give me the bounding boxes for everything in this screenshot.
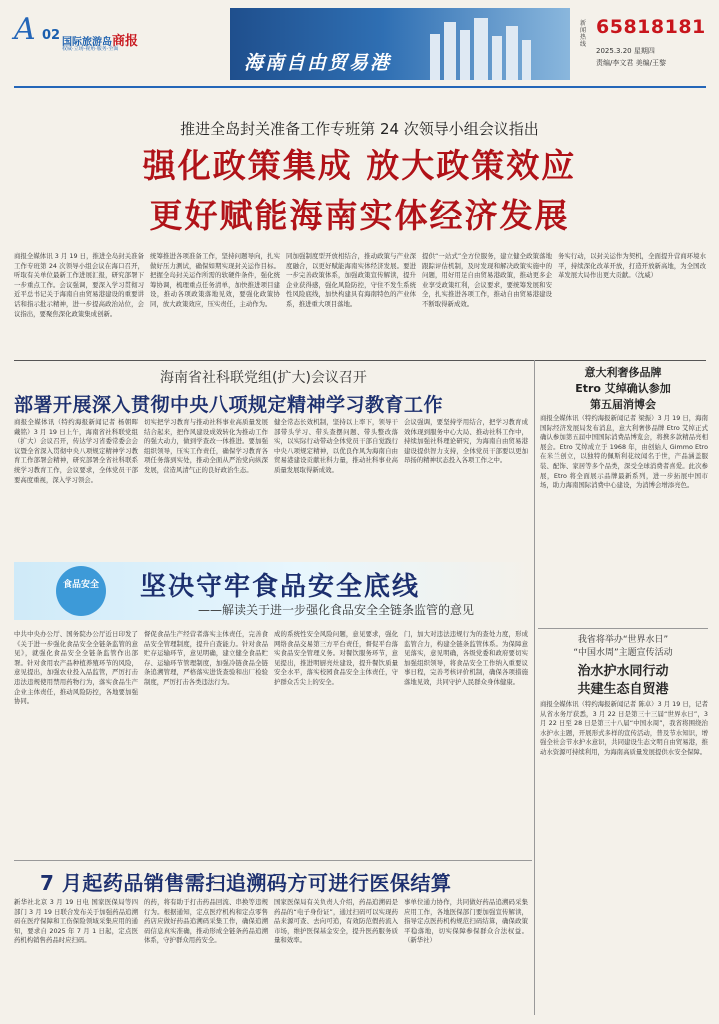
story2-column-1: 商报全媒体讯（特约海报新闻记者 杨朝晖 戴铭）3 月 19 日上午，海南省社科联党组（扩大）会议召开，传达学习省委常委会会议暨全省深入贯彻中央八项规定精神学习教育工作部署会精神，研究部署全省社科联系统学习教育工作，会议要求，全体党员干部要高度重视，深入学习领会。 bbox=[14, 418, 138, 484]
story1-column-1: 商报全媒体讯 3 月 19 日，推进全岛封关准备工作专班第 24 次领导小组会议在海口召开，听取有关单位最新工作进展汇报，研究部署下一步重点工作。会议强调，要深入学习贯彻习近平总书记关于海南自由贸易港建设的重要讲话和指示批示精神，进一步提高政治站位，会议指出，要聚焦深化政策集成创新。 bbox=[14, 252, 144, 318]
story4-column-3: 国家医保局有关负责人介绍，药品追溯码是药品的“电子身份证”，通过扫码可以实现药品来源可查、去向可追，有效防范假药流入市场，维护医保基金安全，提升医药服务质量和效率。 bbox=[274, 898, 398, 945]
paper-name-blue: 国际旅游岛 bbox=[62, 37, 112, 48]
side2-kicker-line1: 我省将举办“世界水日” bbox=[577, 635, 669, 645]
story3-column-1: 中共中央办公厅、国务院办公厅近日印发了《关于进一步强化食品安全全链条监管的意见》，就强化食品安全全链条监管作出部署。针对食用农产品种植养殖环节的风险，意见提出，加强农业投入品监管，严厉打击违法违规使用禁用药物行为，落实食品生产企业主体责任，推动风险防控，各地要加强协同。 bbox=[14, 630, 138, 706]
story1-headline-line1: 强化政策集成 放大政策效应 bbox=[142, 146, 577, 185]
story1-column-5: 务实行动，以封关运作为契机，全面提升营商环境水平，持续深化改革开放，打造开放新高地，为全国改革发展大局作出更大贡献。（沈威） bbox=[558, 252, 706, 280]
side1-headline-line1: 意大利奢侈品牌 bbox=[584, 366, 662, 379]
banner-title: 海南自由贸易港 bbox=[244, 52, 392, 74]
hotline-number: 65818181 bbox=[596, 16, 706, 38]
food-safety-badge-label: 食品安全 bbox=[62, 580, 99, 590]
hotline-label: 新闻热线 bbox=[580, 20, 587, 48]
food-safety-badge bbox=[56, 566, 106, 616]
side1-headline-line3: 第五届消博会 bbox=[590, 398, 656, 411]
story2-column-2: 切实把学习教育与推动社科事业高质量发展结合起来，把作风建设成效转化为推动工作的强大动力，做到学查改一体推进。要加强组织领导，压实工作责任，确保学习教育各项任务落到实处，推动全面从严治党向纵深发展，营造风清气正的良好政治生态。 bbox=[144, 418, 268, 474]
story3-column-3: 成的系统性安全风险问题，意见要求，强化网络食品交易第三方平台责任，督促平台落实食品安全管理义务。对餐饮服务环节，意见提出，推进明厨亮灶建设，提升餐饮质量安全水平，落实校园食品安全主体责任，守护群众舌尖上的安全。 bbox=[274, 630, 398, 686]
story4-column-2: 的药，将有助于打击药品回流、串换等违规行为。根据通知，定点医疗机构和定点零售药店应做好药品追溯码采集工作，确保追溯码信息真实准确，推动形成全链条药品追溯体系，守护群众用药安全。 bbox=[144, 898, 268, 945]
side2-headline-line2: 共建生态自贸港 bbox=[577, 682, 669, 697]
story1-column-3: 同加强制度型开放相结合，推动政策与产业深度融合，以更好赋能海南实体经济发展。要进一步完善政策体系，加强政策宣传解读，提升企业获得感，强化风险防控，守住不发生系统性风险底线，加快构建具有海南特色的产业体系，推进重大项目落地。 bbox=[286, 252, 416, 308]
story3-bottom-rule bbox=[14, 860, 532, 861]
story4-column-1: 新华社北京 3 月 19 日电 国家医保局等四部门 3 月 19 日联合发布关于加强药品追溯码在医疗保障和工伤保险领域采集应用的通知，要求自 2025 年 7 月 1 日起，定点医药机构销售药品时应扫码。 bbox=[14, 898, 138, 945]
side2-body: 商报全媒体讯（特约海报新闻记者 陈卓）3 月 19 日，记者从省水务厅获悉，3 月 22 日是第三十三届“世界水日”，3 月 22 日至 28 日是第三十八届“中国水周”，我省将围绕治水护水主题，开展形式多样的宣传活动，普及节水知识，增强全社会节水护水意识，共同建设生态文明自由贸易港，推动水资源可持续利用，为海南高质量发展提供水安全保障。 bbox=[540, 700, 708, 756]
story4-column-4: 事单位通力协作，共同做好药品追溯码采集应用工作，各地医保部门要加强宣传解读，指导定点医药机构规范扫码结算，确保政策平稳落地，切实保障参保群众合法权益。（新华社） bbox=[404, 898, 528, 945]
paper-name-red: 商报 bbox=[112, 34, 139, 49]
side-divider bbox=[538, 628, 708, 629]
section-banner bbox=[230, 8, 570, 80]
sidebar-divider bbox=[534, 360, 535, 1015]
story3-subhead: ——解读关于进一步强化食品安全全链条监管的意见 bbox=[198, 603, 475, 617]
story1-kicker: 推进全岛封关准备工作专班第 24 次领导小组会议指出 bbox=[180, 120, 539, 138]
story4-headline: 7 月起药品销售需扫追溯码方可进行医保结算 bbox=[40, 871, 452, 895]
story2-headline: 部署开展深入贯彻中央八项规定精神学习教育工作 bbox=[14, 394, 444, 416]
editor-credits: 责编/李文君 美编/王黎 bbox=[596, 59, 666, 67]
story2-column-3: 健全常态长效机制，坚持以上率下，领导干部带头学习、带头查摆问题、带头整改落实，以实际行动带动全体党员干部自觉践行中央八项规定精神，以优良作风为海南自由贸易港建设贡献社科力量，推动社科事业高质量发展取得新成效。 bbox=[274, 418, 398, 474]
paper-slogan: 权威·立场·视角·服务·全面 bbox=[62, 46, 119, 52]
story3-column-2: 督促食品生产经营者落实主体责任，完善食品安全管理制度，提升自查能力。针对食品贮存运输环节，意见明确，建立健全食品贮存、运输环节管理制度，加强冷链食品全链条追溯管理，严格落实进货查验和出厂检验制度，严厉打击各类违法行为。 bbox=[144, 630, 268, 686]
story1-bottom-rule bbox=[14, 360, 706, 361]
side1-headline-line2: Etro 艾绰确认参加 bbox=[575, 382, 671, 395]
story3-column-4: 门，加大对违法违规行为的查处力度，形成监管合力，构建全链条监管体系。为保障意见落实，意见明确，各级党委和政府要切实加强组织领导，将食品安全工作纳入重要议事日程，完善考核评价机制，确保各项措施落地见效，共同守护人民群众身体健康。 bbox=[404, 630, 528, 686]
issue-date: 2025.3.20 星期四 bbox=[596, 47, 655, 55]
story2-column-4: 会议强调，要坚持学用结合，把学习教育成效体现到服务中心大局、推动社科工作中，持续加强社科理论研究，为海南自由贸易港建设提供智力支持，全体党员干部要以更加昂扬的精神状态投入各项工作之中。 bbox=[404, 418, 528, 465]
side1-body: 商报全媒体讯（特约海报新闻记者 梁振）3 月 19 日，海南国际经济发展局发布消息，意大利奢侈品牌 Etro 艾绰正式确认参加第五届中国国际消费品博览会，将携多款精品亮相展会。Etro 艾绰成立于 1968 年，由创始人 Gimmo Etro 在米兰创立，以独特的佩斯利花纹闻名于世，产品涵盖服装、配饰、家居等多个品类，深受全球消费者喜爱。此次参展，Etro 将全面展示品牌最新系列，进一步拓展中国市场，助力海南国际消费中心建设，为消博会增添亮色。 bbox=[540, 414, 708, 490]
masthead-rule bbox=[14, 86, 706, 88]
story3-headline: 坚决守牢食品安全底线 bbox=[140, 572, 421, 602]
story1-column-2: 统筹推进各项准备工作，坚持问题导向，扎实做好压力测试，确保如期实现封关运作目标。把握全岛封关运作所需的软硬件条件，强化统筹协调，梳理重点任务清单，加快推进项目建设，推动各项政策落地见效，要强化政策协同，放大政策效应，压实责任，主动作为。 bbox=[150, 252, 280, 308]
story1-headline-line2: 更好赋能海南实体经济发展 bbox=[149, 196, 570, 235]
side2-headline-line1: 治水护水同行动 bbox=[577, 664, 669, 679]
page-number: 02 bbox=[42, 28, 61, 43]
story1-column-4: 提供“一站式”全方位服务，建立健全政策落地跟踪评估机制，及时发现和解决政策实施中的问题，用好用足自由贸易港政策，推动更多企业享受政策红利，会议要求，要统筹发展和安全，扎实推进各项工作，推动自由贸易港建设不断取得新成效。 bbox=[422, 252, 552, 308]
story2-kicker: 海南省社科联党组(扩大)会议召开 bbox=[160, 370, 367, 386]
page-letter: A bbox=[14, 12, 36, 47]
side2-kicker-line2: “中国水周”主题宣传活动 bbox=[573, 648, 673, 658]
